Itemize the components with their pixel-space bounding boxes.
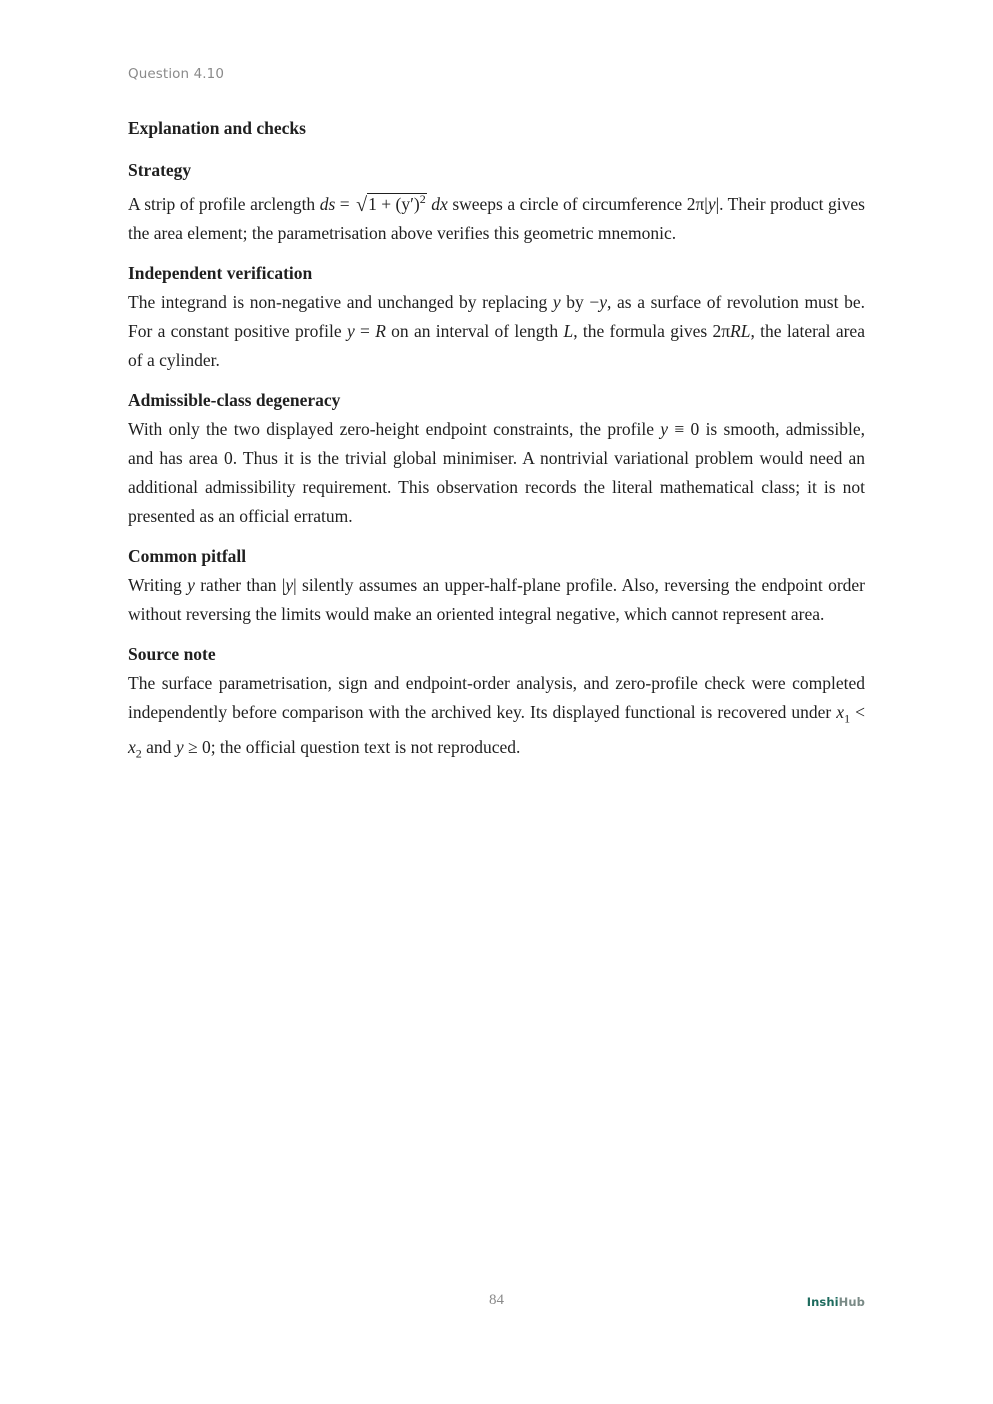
math-ds: ds (319, 193, 336, 214)
math-y: y (599, 291, 608, 312)
verification-heading: Independent verification (128, 262, 313, 283)
source-heading: Source note (128, 643, 216, 664)
text: The integrand is non-negative and unchanged by replacing (128, 291, 553, 312)
text: , the formula gives 2π (573, 320, 731, 341)
verification-paragraph (128, 288, 865, 375)
section-title: Explanation and checks (128, 118, 306, 138)
text: The surface parametrisation, sign and endpoint-order analysis, and zero-profile check were completed independently before comparison with the archived key. Its displayed functional is recovered under (128, 672, 865, 722)
strategy-heading: Strategy (128, 160, 192, 180)
brand-part-2: Hub (838, 1295, 865, 1309)
text: , as a surface of revolution must be. For a constant positive profile (128, 291, 865, 341)
radical-sign: √ (356, 193, 368, 216)
radicand-text: 1 + (y′) (368, 193, 420, 214)
pitfall-paragraph (128, 571, 865, 629)
math-y: y (552, 291, 561, 312)
math-y: y (175, 737, 184, 758)
main-content (128, 116, 865, 782)
source-paragraph (128, 669, 865, 769)
math-y: y (346, 320, 355, 341)
text: , the lateral area of a cylinder. (128, 320, 865, 370)
pitfall-heading: Common pitfall (128, 545, 247, 566)
running-head: Question 4.10 (128, 66, 225, 82)
math-y: y (187, 574, 195, 595)
strategy-paragraph (128, 185, 865, 248)
text: by − (560, 291, 600, 312)
math-y: y (707, 193, 716, 214)
text: | silently assumes an upper-half-plane profile. Also, reversing the endpoint order without reversing the limits would make an oriented integral negative, which cannot represent area. (128, 574, 866, 624)
math-x: x (128, 737, 136, 758)
math-x: x (836, 701, 845, 722)
text: With only the two displayed zero-height endpoint constraints, the profile (128, 418, 661, 439)
text: = (354, 320, 376, 341)
text: ≥ 0; the official question text is not reproduced. (183, 737, 521, 758)
subscript: 1 (844, 711, 851, 726)
subscript: 2 (135, 746, 142, 761)
exponent: 2 (419, 192, 426, 206)
brand-logo (807, 1295, 865, 1309)
degeneracy-heading: Admissible-class degeneracy (128, 389, 341, 410)
text: sweeps a circle of circumference 2π| (447, 193, 708, 214)
math-L: L (563, 320, 574, 341)
text: < (850, 701, 865, 722)
brand-part-1: Inshi (806, 1295, 839, 1309)
math-dx: dx (431, 193, 448, 214)
text: and (141, 737, 176, 758)
text: ≡ 0 is smooth, admissible, and has area 0. Thus it is the trivial global minimiser. A nontrivial variational problem would need an additional admissibility requirement. This observation records the literal mathematical class; it is not presented as an official erratum. (128, 418, 865, 526)
math-RL: RL (730, 320, 751, 341)
radicand (367, 193, 427, 214)
text: rather than | (194, 574, 286, 595)
page-number: 84 (489, 1292, 504, 1308)
math-R: R (375, 320, 386, 341)
text: |. Their product gives the area element; the parametrisation above verifies this geometric mnemonic. (128, 193, 865, 243)
text: = (335, 193, 355, 214)
math-y: y (660, 418, 669, 439)
math-y: y (285, 574, 294, 595)
degeneracy-paragraph (128, 415, 865, 531)
square-root (354, 185, 427, 219)
text: on an interval of length (385, 320, 564, 341)
text: A strip of profile arclength (128, 193, 320, 214)
text: Writing (128, 574, 188, 595)
